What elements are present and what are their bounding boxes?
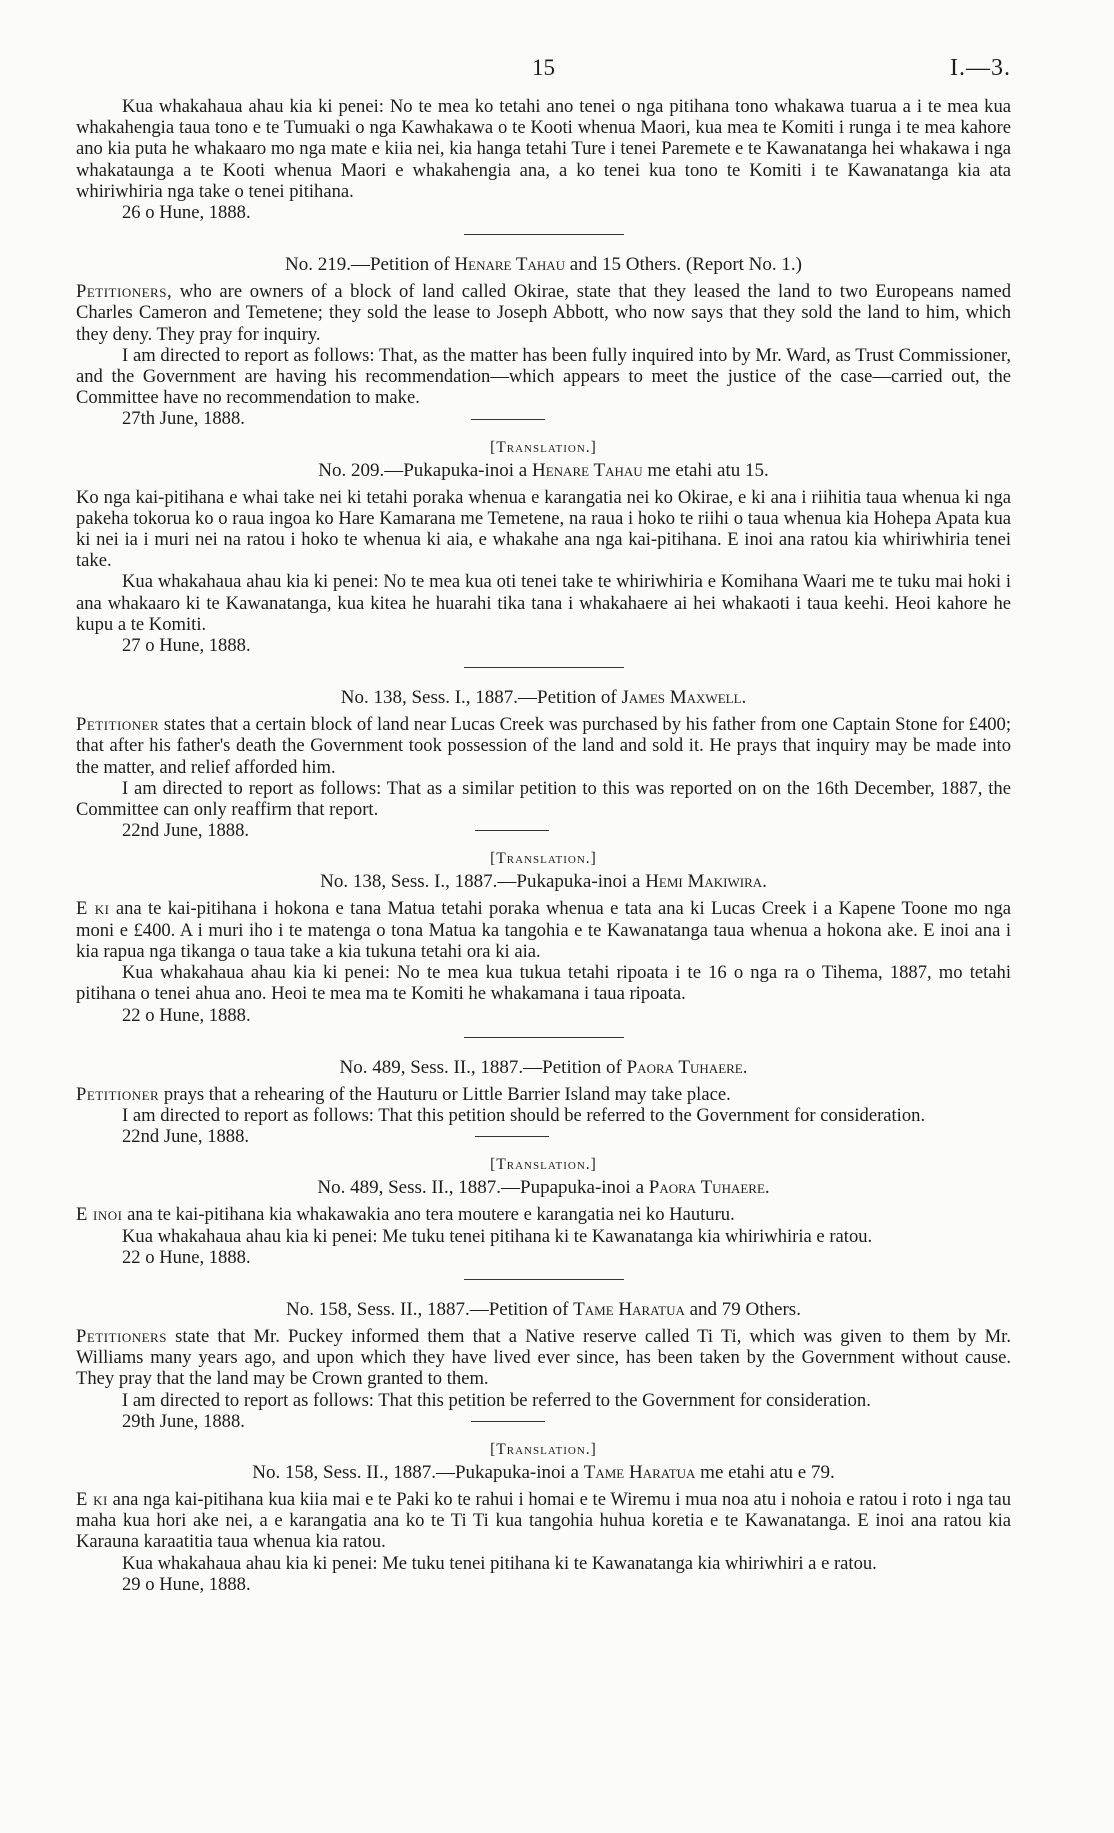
body-paragraph: I am directed to report as follows: That, as the matter has been fully inquired into by Mr. Ward, as Trust Commissioner, and the Government are having his recommendation—which appears to meet the justice of the case—carried out, the Committee have no recommendation to make.: [76, 344, 1011, 409]
lead-word: Petitioners,: [76, 281, 173, 303]
petition-heading: No. 158, Sess. II., 1887.—Pukapuka-inoi a Tame Haratua me etahi atu e 79.: [252, 1461, 835, 1483]
report-date: [122, 1126, 1011, 1147]
translation-label: [Translation.]: [490, 438, 597, 456]
page-header: [76, 0, 1011, 96]
lead-word: Petitioner: [76, 1083, 160, 1105]
section-divider: [464, 667, 624, 668]
lead-word: Petitioner: [76, 714, 160, 736]
date-text: 26 o Hune, 1888.: [122, 202, 251, 224]
short-rule: [475, 830, 549, 831]
date-text: 22nd June, 1888.: [122, 1126, 250, 1148]
short-rule: [475, 1136, 549, 1137]
petitioner-name: Hemi Makiwira: [645, 871, 763, 893]
spacer: [76, 1147, 1011, 1155]
petition-heading: No. 219.—Petition of Henare Tahau and 15 Others. (Report No. 1.): [285, 254, 802, 276]
translation-section: [76, 438, 1011, 669]
document-reference: I.—3.: [950, 55, 1011, 81]
petition-section: [76, 254, 1011, 437]
translation-label: [Translation.]: [490, 850, 597, 868]
petition-heading: No. 138, Sess. I., 1887.—Pukapuka-inoi a Hemi Makiwira.: [320, 871, 767, 893]
lead-word: E ki: [76, 1488, 108, 1510]
petitioner-name: Tame Haratua: [583, 1461, 696, 1483]
date-text: 27th June, 1888.: [122, 408, 245, 430]
petition-section: [76, 687, 1011, 849]
translation-label: [Translation.]: [490, 1440, 597, 1458]
petitioner-name: Paora Tuhaere: [648, 1177, 765, 1199]
body-paragraph: Ko nga kai-pitihana e whai take nei ki tetahi poraka whenua e karangatia nei ko Okirae, e ki ana i riihitia taua whenua ki nga pakeha tokorua ko o raua ingoa ko Hare Kamarana me Temetene, na raua i hoko te riihi o taua whenua kia Hohepa Apata kua ki nei ia i muri nei na ratou i hoko te whenua ki aia, e whakahe ana nga kai-pitihana. E inoi ana ratou kia whiriwhiria tenei take.: [76, 486, 1011, 572]
petition-heading: No. 158, Sess. II., 1887.—Petition of Tame Haratua and 79 Others.: [286, 1298, 801, 1320]
section-divider: [464, 1037, 624, 1038]
report-date: [122, 820, 1011, 841]
date-text: 22 o Hune, 1888.: [122, 1004, 251, 1026]
petitioner-name: Henare Tahau: [532, 459, 643, 481]
body-paragraph: I am directed to report as follows: That as a similar petition to this was reported on on the 16th December, 1887, the Committee can only reaffirm that report.: [76, 777, 1011, 821]
body-paragraph: I am directed to report as follows: That this petition be referred to the Government for consideration.: [122, 1389, 871, 1411]
report-date: [122, 1411, 1011, 1432]
body-paragraph: Petitioners, who are owners of a block of land called Okirae, state that they leased the land to two Europeans named Charles Cameron and Temetene; they sold the lease to Joseph Abbott, who now says that they sold the land to him, which they deny. They pray for inquiry.: [76, 281, 1011, 345]
translation-label: [Translation.]: [490, 1156, 597, 1174]
lead-word: Petitioners: [76, 1325, 167, 1347]
date-text: 27 o Hune, 1888.: [122, 635, 251, 657]
petition-heading: No. 209.—Pukapuka-inoi a Henare Tahau me etahi atu 15.: [318, 459, 769, 481]
date-text: 29 o Hune, 1888.: [122, 1573, 251, 1595]
report-date: [122, 408, 1011, 429]
body-paragraph: Kua whakahaua ahau kia ki penei: No te mea ko tetahi ano tenei o nga pitihana tono whakawa tuarua a i te mea kua whakahengia taua tono e te Tumuaki o nga Kawhakawa o te Kooti whenua Maori, kua mea te Komiti i runga i te mea kahore ano kia puta he whakaaro mo nga mate e kiia nei, kia hanga tetahi Ture i tenei Paremete e te Kawanatanga hei whakawa i nga whakataunga a te Kooti whenua Maori e whakahengia ana, a ko tenei kua tono te Komiti i te Kawanatanga kia ata whiriwhiria nga take o tenei pitihana.: [76, 96, 1011, 202]
lead-word: E ki: [76, 898, 110, 920]
petition-heading: No. 489, Sess. II., 1887.—Pupapuka-inoi a Paora Tuhaere.: [317, 1177, 770, 1199]
body-paragraph: E ki ana nga kai-pitihana kua kiia mai e te Paki ko te rahui i homai e te Wiremu i mua noa atu i nohoia e ratou i roto i nga tau maha kua hori ake nei, a e karangatia ana ko te Ti Ti kua tangohia huhua koretia e te Kawanatanga. E inoi ana ratou kia Karauna karaatitia taua whenua kia ratou.: [76, 1488, 1011, 1553]
body-paragraph: Petitioner states that a certain block of land near Lucas Creek was purchased by his father from one Captain Stone for £400; that after his father's death the Government took possession of the land and sold it. He prays that inquiry may be made into the matter, and relief afforded him.: [76, 714, 1011, 778]
body-paragraph: Kua whakahaua ahau kia ki penei: No te mea kua tukua tetahi ripoata i te 16 o nga ra o Tihema, 1887, mo tetahi pitihana o tenei ahua ano. Heoi te mea ma te Komiti he whakamana i taua ripoata.: [76, 962, 1011, 1005]
body-paragraph: Petitioners state that Mr. Puckey informed them that a Native reserve called Ti Ti, which was given to them by Mr. Williams many years ago, and upon which they have lived ever since, has been taken by the Government without cause. They pray that the land may be Crown granted to them.: [76, 1325, 1011, 1390]
body-paragraph: E inoi ana te kai-pitihana kia whakawakia ano tera moutere e karangatia nei ko Hauturu.: [76, 1204, 735, 1226]
body-paragraph: Kua whakahaua ahau kia ki penei: Me tuku tenei pitihana ki te Kawanatanga kia whiriwhiria e ratou.: [122, 1225, 873, 1247]
body-paragraph: I am directed to report as follows: That this petition should be referred to the Government for consideration.: [122, 1104, 926, 1126]
petition-heading: No. 138, Sess. I., 1887.—Petition of James Maxwell.: [340, 687, 747, 709]
petitioner-name: Tame Haratua: [573, 1298, 685, 1320]
spacer: [76, 430, 1011, 438]
translation-section: [76, 849, 1011, 1037]
petitioner-name: Paora Tuhaere: [626, 1056, 743, 1078]
report-date: [122, 635, 1011, 656]
report-date: [122, 1005, 1011, 1026]
translation-section: [76, 1155, 1011, 1280]
petition-section: [76, 1299, 1011, 1440]
date-text: 29th June, 1888.: [122, 1410, 245, 1432]
short-rule: [471, 419, 545, 420]
section-divider: [464, 234, 624, 235]
body-paragraph: E ki ana te kai-pitihana i hokona e tana Matua tetahi poraka whenua e tata ana ki Lucas Creek i a Kapene Toone mo nga moni e £400. A i muri iho i te matenga o tona Matua ka tangohia e te Kawanatanga taua whenua a hokona ake. E inoi ana i kia rapua nga tikanga o taua take a kia tukuna tetahi ora ki aia.: [76, 898, 1011, 962]
short-rule: [471, 1421, 545, 1422]
date-text: 22nd June, 1888.: [122, 820, 250, 842]
petition-heading: No. 489, Sess. II., 1887.—Petition of Paora Tuhaere.: [339, 1056, 748, 1078]
section-divider: [464, 1279, 624, 1280]
body-paragraph: Petitioner prays that a rehearing of the Hauturu or Little Barrier Island may take place.: [76, 1083, 731, 1105]
spacer: [76, 841, 1011, 849]
petition-section: [76, 96, 1011, 235]
spacer: [76, 1432, 1011, 1440]
translation-section: [76, 1440, 1011, 1595]
body-paragraph: Kua whakahaua ahau kia ki penei: Me tuku tenei pitihana ki te Kawanatanga kia whiriwhiri a e ratou.: [122, 1552, 877, 1574]
petitioner-name: Henare Tahau: [454, 254, 566, 276]
date-text: 22 o Hune, 1888.: [122, 1246, 251, 1268]
petition-section: [76, 1057, 1011, 1156]
report-date: [122, 202, 1011, 223]
report-date: [122, 1574, 1011, 1595]
document-body: [76, 96, 1011, 1595]
lead-word: E inoi: [76, 1204, 123, 1226]
page-number: 15: [532, 55, 555, 80]
body-paragraph: Kua whakahaua ahau kia ki penei: No te mea kua oti tenei take te whiriwhiria e Komihana Waari me te tuku mai hoki i ana whakaaro ki te Kawanatanga, kua kitea he huarahi tika tana i whakahaere ai hei whakaoti i taua keehi. Heoi kahore he kupu a te Komiti.: [76, 571, 1011, 635]
petitioner-name: James Maxwell: [621, 687, 742, 709]
report-date: [122, 1247, 1011, 1268]
